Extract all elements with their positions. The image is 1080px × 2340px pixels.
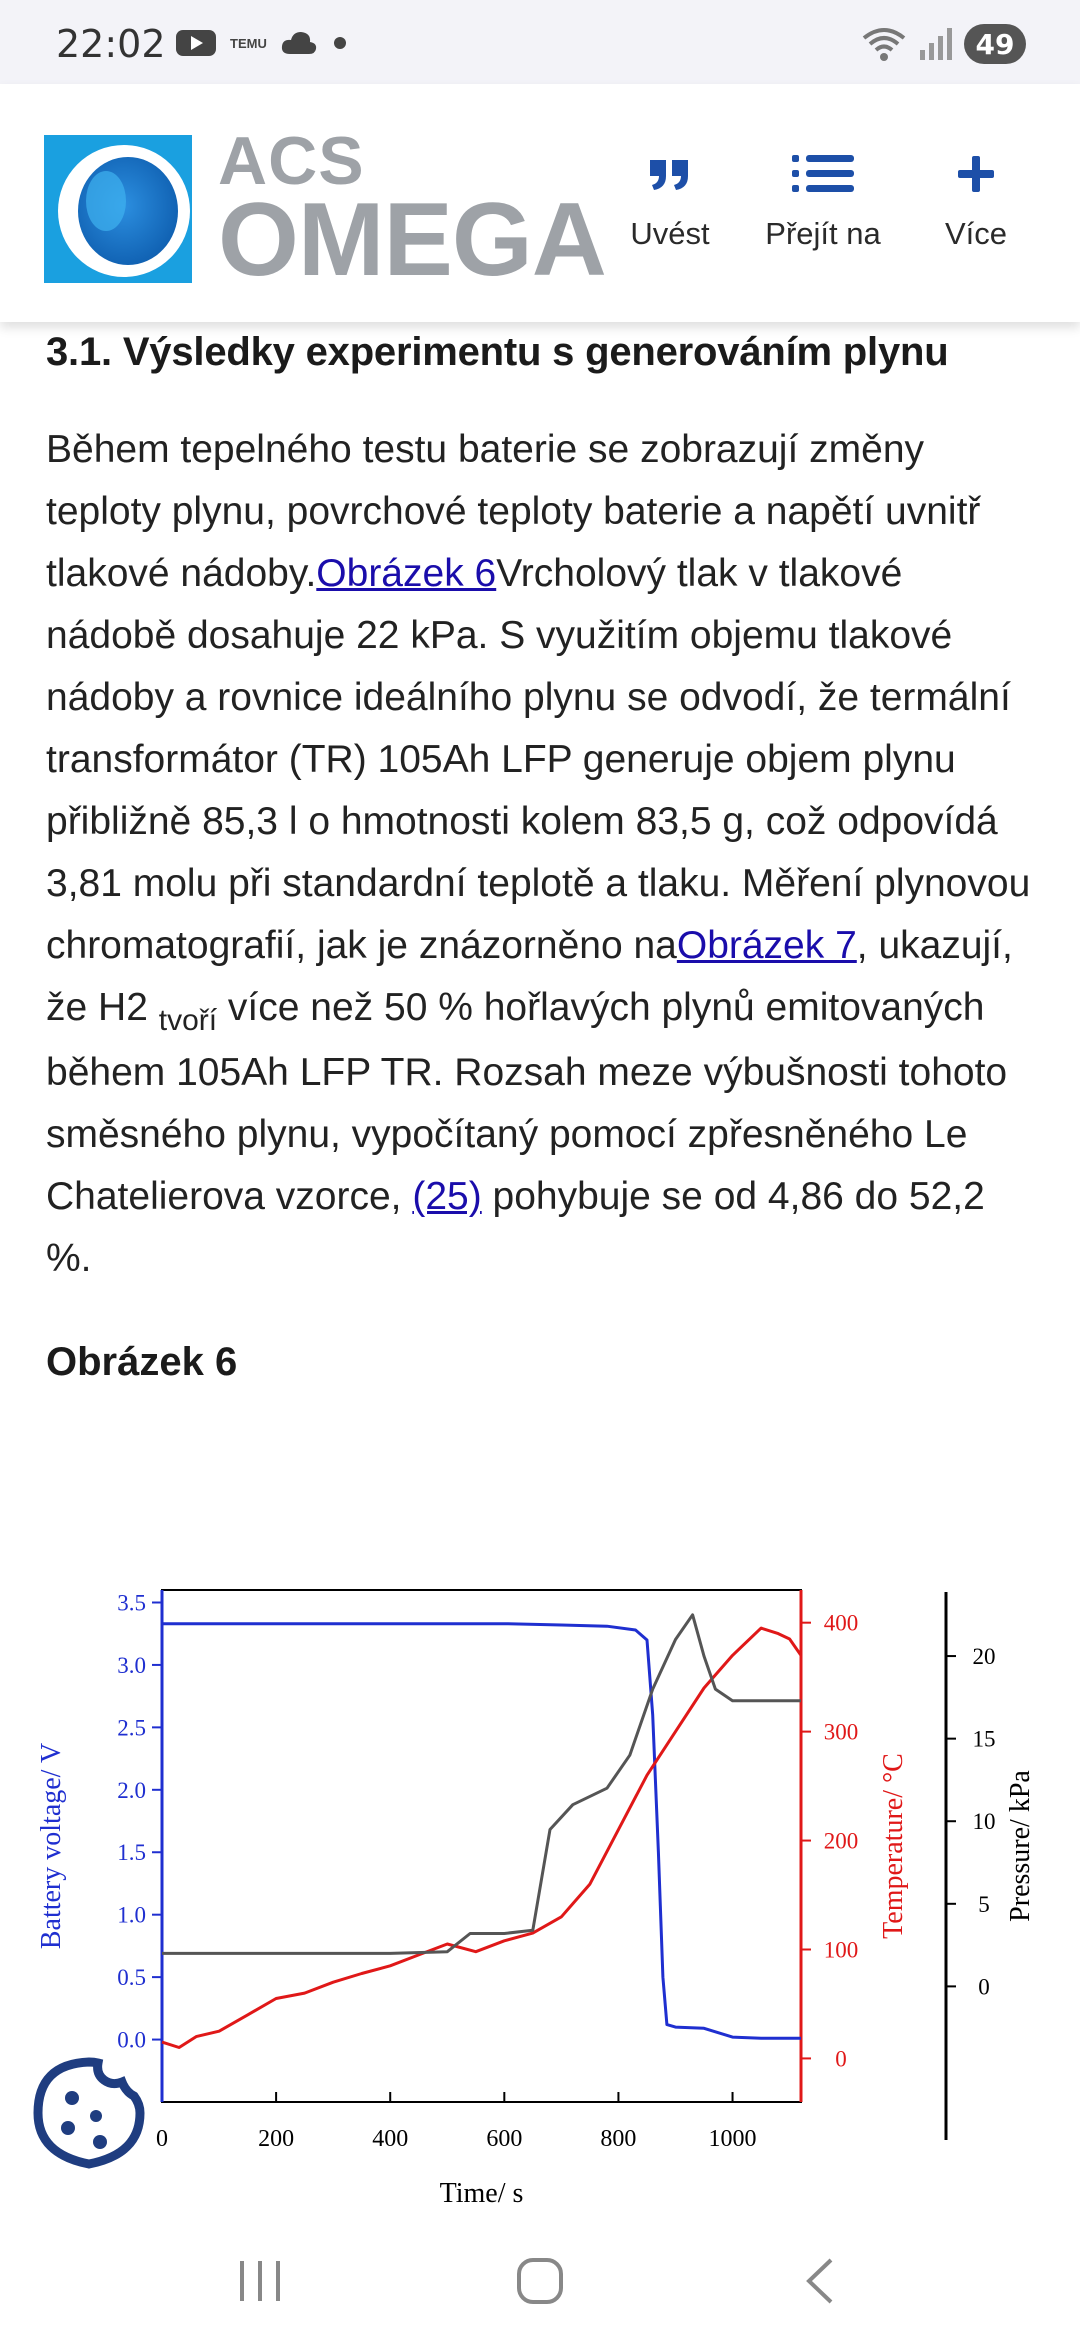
home-button[interactable] [480,2241,600,2321]
logo-line1: ACS [218,123,365,199]
plot-frame [162,1590,801,2102]
voltage-tick-label: 1.5 [117,1840,146,1866]
header-actions [610,144,1036,252]
status-icons-left [176,28,348,58]
status-time: 22:02 [56,22,166,66]
signal-icon [918,26,952,62]
status-bar [0,0,1080,84]
list-icon [792,144,854,204]
temperature-tick-label: 0 [835,2046,847,2072]
voltage-tick-label: 2.0 [117,1777,146,1803]
cite-button[interactable] [610,144,730,252]
back-icon [803,2256,837,2306]
pressure-axis-label: Pressure/ kPa [1005,1770,1036,1922]
article-content [46,322,1036,1385]
cloud-icon [280,30,318,56]
acs-omega-logo[interactable] [44,123,606,298]
more-button[interactable] [916,144,1036,252]
goto-label: Přejít na [765,216,881,251]
temperature-tick-label: 100 [823,1937,859,1963]
plus-icon [956,144,996,204]
x-tick-label: 1000 [708,2126,757,2152]
para-text-a: Během tepelného testu baterie se zobrazují změny teploty plynu, povrchové teploty baterie a napětí uvnitř tlakové nádoby. [46,428,981,595]
reference-25-link[interactable]: (25) [412,1175,482,1218]
temperature-tick-label: 200 [823,1828,859,1854]
x-axis-label: Time/ s [439,2178,524,2209]
x-tick-label: 800 [600,2126,637,2152]
para-subscript: tvoří [158,1004,218,1037]
temperature-axis-label: Temperature/ °C [878,1753,909,1939]
battery-icon: 49 [964,24,1026,64]
figure-7-link[interactable]: Obrázek 7 [676,924,857,967]
pressure-tick-label: 10 [972,1809,996,1835]
recents-button[interactable] [200,2241,320,2321]
logo-line2: OMEGA [218,181,606,298]
youtube-icon [176,28,216,58]
voltage-tick-label: 0.5 [117,1965,146,1991]
quote-icon [648,144,692,204]
pressure-tick-label: 0 [978,1974,990,2000]
voltage-tick-label: 1.0 [117,1902,146,1928]
status-icons-right [862,24,1026,64]
figure-title: Obrázek 6 [46,1340,238,1384]
logo-mark-icon [44,135,192,283]
voltage-tick-label: 3.0 [117,1652,146,1678]
x-tick-label: 200 [258,2126,295,2152]
pressure-tick-label: 15 [972,1726,996,1752]
temperature-series-line [162,1628,801,2047]
x-tick-label: 600 [486,2126,523,2152]
cookie-settings-button[interactable] [30,2054,148,2172]
pressure-tick-label: 5 [978,1891,990,1917]
x-tick-label: 400 [372,2126,409,2152]
wifi-icon [862,26,906,62]
logo-wordmark [218,123,606,298]
voltage-axis-label: Battery voltage/ V [36,1742,67,1950]
article-paragraph [46,419,1036,1290]
voltage-tick-label: 0.0 [117,2027,146,2053]
app-header [0,84,1080,322]
para-text-d: více než 50 % hořlavých plynů emitovaných během 105Ah LFP TR. Rozsah meze výbušnosti tohoto směsného plynu, vypočítaný pomocí zpřesněného Le Chatelierova vzorce, [46,986,1008,1218]
system-nav-bar [0,2222,1080,2340]
goto-button[interactable] [760,144,886,252]
voltage-tick-label: 2.5 [117,1715,146,1741]
temu-icon: TEMU [230,35,267,51]
cookie-icon [30,2054,148,2172]
voltage-tick-label: 3.5 [117,1590,146,1616]
more-label: Více [944,216,1008,251]
back-button[interactable] [760,2241,880,2321]
pressure-tick-label: 20 [972,1644,996,1670]
cite-label: Uvést [630,216,710,251]
recents-icon [236,2259,284,2303]
para-text-b: Vrcholový tlak v tlakové nádobě dosahuje 22 kPa. S využitím objemu tlakové nádoby a rovnice ideálního plynu se odvodí, že termální transformátor (TR) 105Ah LFP generuje objem plynu přibližně 85,3 l o hmotnosti kolem 83,5 g, což odpovídá 3,81 molu při standardní teplotě a tlaku. Měření plynovou chromatografií, jak je znázorněno na [46,552,1031,967]
temperature-tick-label: 300 [823,1719,859,1745]
temperature-tick-label: 400 [823,1610,859,1636]
dot-icon [332,35,348,51]
figure-6-chart[interactable] [30,1580,1050,2220]
x-tick-label: 0 [156,2126,168,2152]
para-text-e: pohybuje se od 4,86 do 52,2 %. [46,1175,985,1280]
section-title: 3.1. Výsledky experimentu s generováním plynu [46,330,949,374]
pressure-series-line [162,1615,801,1954]
figure-6-link[interactable]: Obrázek 6 [316,552,497,595]
home-icon [515,2256,565,2306]
para-text-c: , ukazují, že H2 [46,924,1013,1029]
